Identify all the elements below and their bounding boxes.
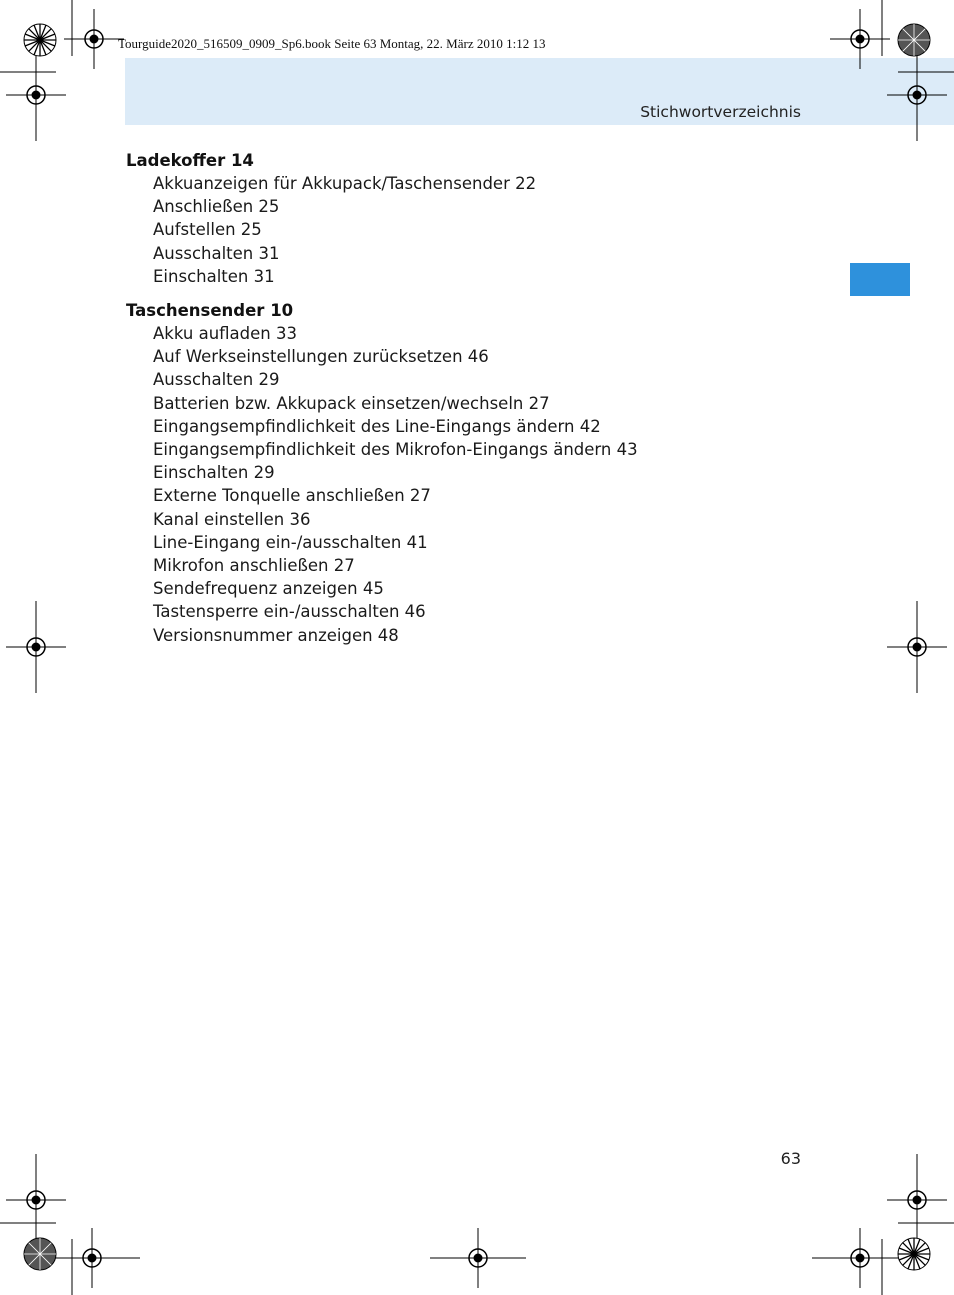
index-subentry: Anschließen 25 [153,197,280,217]
star-target-icon [897,1237,931,1271]
index-subentry: Batterien bzw. Akkupack einsetzen/wechseln 27 [153,393,550,413]
index-subentry: Sendefrequenz anzeigen 45 [153,579,384,599]
index-term: Taschensender 10 [126,301,294,321]
section-title: Stichwortverzeichnis [640,103,801,121]
index-entry [126,149,638,288]
index-subentry: Einschalten 29 [153,463,275,483]
index-subentry: Line-Eingang ein-/ausschalten 41 [153,532,428,552]
index-subentry: Tastensperre ein-/ausschalten 46 [153,602,426,622]
star-target-icon [23,23,57,57]
registration-mark-icon [812,1228,908,1288]
index-subentry: Kanal einstellen 36 [153,509,311,529]
registration-mark-icon [430,1228,526,1288]
registration-mark-icon [6,601,66,693]
registration-mark-icon [887,601,947,693]
index-subentry: Auf Werkseinstellungen zurücksetzen 46 [153,347,489,367]
index-subentry: Mikrofon anschließen 27 [153,556,355,576]
index-subentry: Versionsnummer anzeigen 48 [153,625,399,645]
index-subentry: Ausschalten 29 [153,370,280,390]
index-subentry: Einschalten 31 [153,266,275,286]
index-subentry: Eingangsempfindlichkeit des Mikrofon-Eingangs ändern 43 [153,440,638,460]
star-target-icon [897,23,931,57]
index-subentry: Akku aufladen 33 [153,324,297,344]
keyword-index [126,149,638,658]
index-entry [126,299,638,647]
registration-mark-icon [44,1228,140,1288]
star-target-icon [23,1237,57,1271]
page-number: 63 [780,1149,801,1168]
index-subentry: Ausschalten 31 [153,243,280,263]
index-subentry: Eingangsempfindlichkeit des Line-Eingangs ändern 42 [153,416,601,436]
index-subentry: Akkuanzeigen für Akkupack/Taschensender 22 [153,174,537,193]
index-subentry: Externe Tonquelle anschließen 27 [153,486,431,506]
index-subentry: Aufstellen 25 [153,220,262,240]
print-info-line: Tourguide2020_516509_0909_Sp6.book Seite 63 Montag, 22. März 2010 1:12 13 [118,36,546,51]
registration-mark-icon [64,9,124,69]
registration-mark-icon [6,49,66,141]
chapter-tab-marker [850,263,910,296]
registration-mark-icon [830,9,890,69]
registration-mark-icon [887,49,947,141]
index-term: Ladekoffer 14 [126,151,254,170]
